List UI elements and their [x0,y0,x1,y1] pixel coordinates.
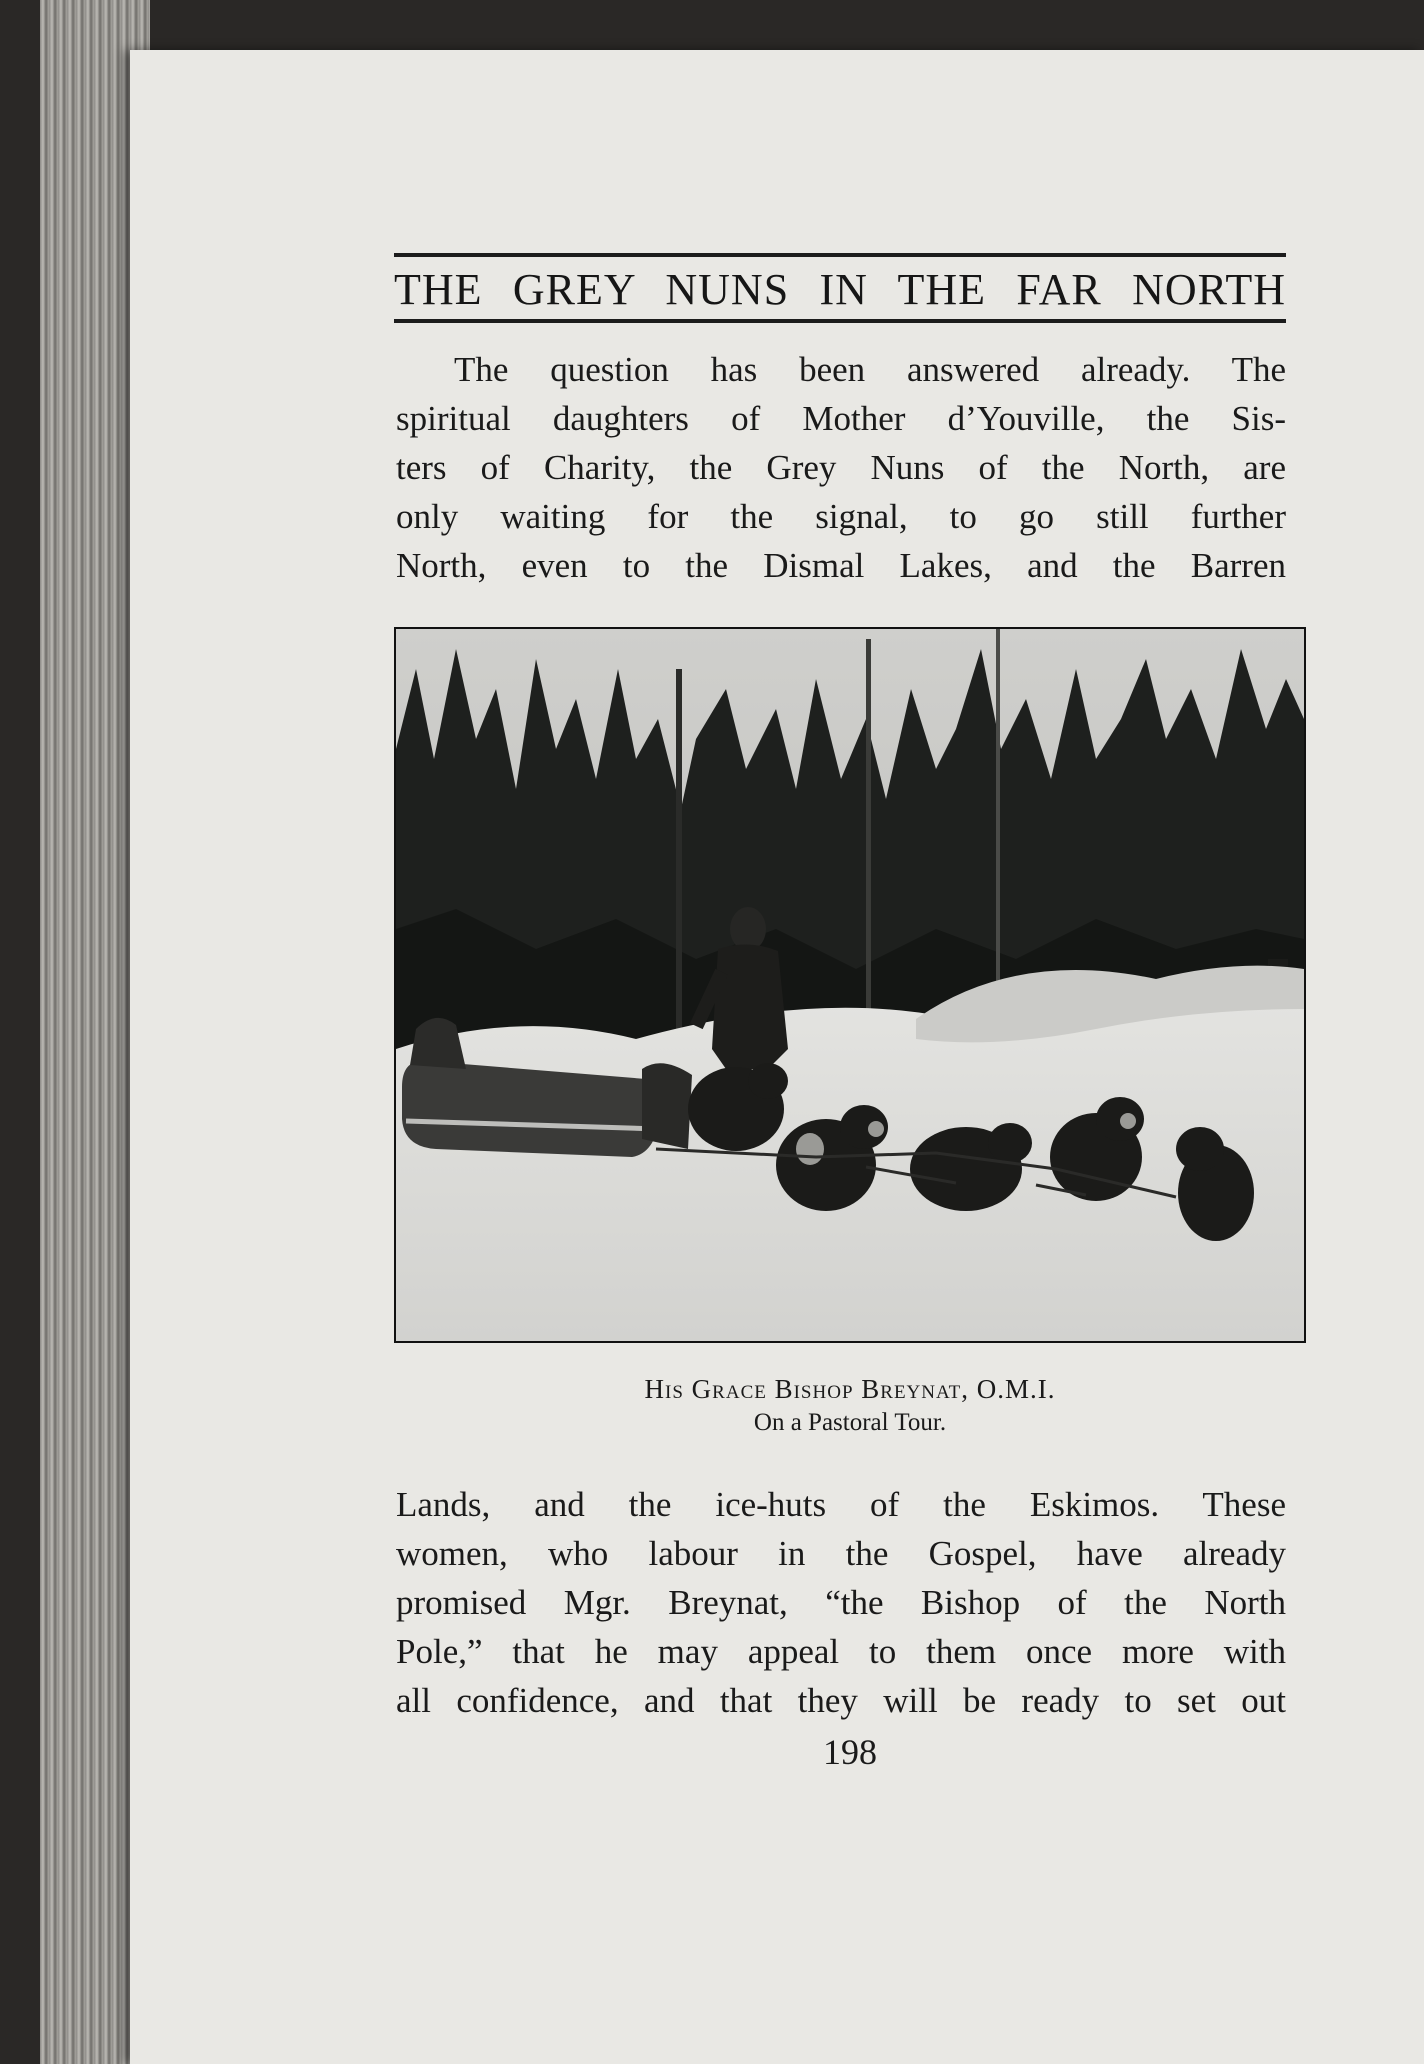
caption-line-1: His Grace Bishop Breynat, O.M.I. [644,1374,1056,1404]
text-line: all confidence, and that they will be ready to set out [396,1681,1286,1720]
photo-illustration [396,629,1304,1341]
paragraph-1 [396,345,1286,590]
text-line: The question has been answered already. The [454,350,1286,389]
text-line: Pole,” that he may appeal to them once more with [396,1632,1286,1671]
text-line: ters of Charity, the Grey Nuns of the North, are [396,448,1286,487]
text-line: Lands, and the ice-huts of the Eskimos. These [396,1485,1286,1524]
running-header: THE GREY NUNS IN THE FAR NORTH [394,265,1286,314]
text-line: women, who labour in the Gospel, have already [396,1534,1286,1573]
dog-sled-photo [394,627,1306,1343]
header-rule-bottom [394,319,1286,323]
paragraph-2 [396,1480,1286,1725]
text-line: promised Mgr. Breynat, “the Bishop of the North [396,1583,1286,1622]
text-line: North, even to the Dismal Lakes, and the Barren [396,546,1286,585]
photo-caption [394,1372,1306,1440]
page-number: 198 [823,1732,877,1772]
caption-line-2: On a Pastoral Tour. [753,1409,947,1436]
header-rule-top [394,253,1286,257]
text-line: spiritual daughters of Mother d’Youville, the Sis- [396,399,1286,438]
text-line: only waiting for the signal, to go still further [396,497,1286,536]
